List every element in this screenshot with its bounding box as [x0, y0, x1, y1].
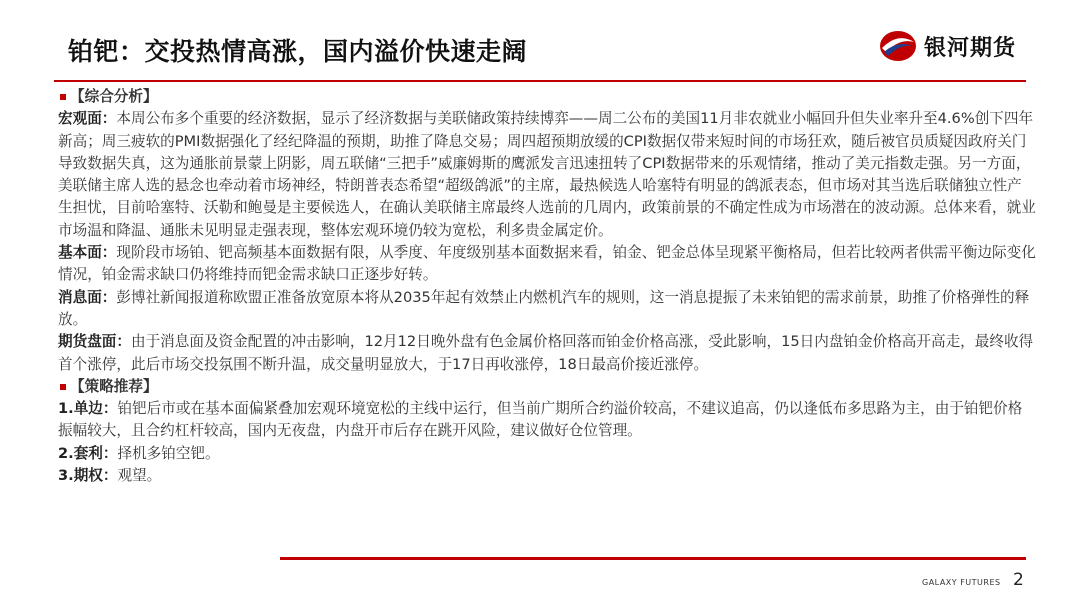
- bullet-square-icon: [60, 384, 66, 390]
- fundamental-paragraph: [58, 242, 1036, 287]
- option-label: 3.期权：: [58, 467, 118, 485]
- option-paragraph: [58, 465, 1036, 487]
- analysis-section-header: [58, 86, 1036, 108]
- header-divider: [54, 80, 1026, 82]
- news-text: 彭博社新闻报道称欧盟正准备放宽原本将从2035年起有效禁止内燃机汽车的规则，这一消息提振了未来铂钯的需求前景，助推了价格弹性的释放。: [58, 288, 1030, 328]
- content-body: [58, 86, 1036, 487]
- macro-paragraph: [58, 108, 1036, 242]
- analysis-title: 【综合分析】: [70, 88, 158, 105]
- fundamental-label: 基本面：: [58, 244, 117, 262]
- arbitrage-label: 2.套利：: [58, 444, 118, 462]
- fundamental-text: 现阶段市场铂、钯高频基本面数据有限，从季度、年度级别基本面数据来看，铂金、钯金总体呈现紧平衡格局，但若比较两者供需平衡边际变化情况，铂金需求缺口仍将维持而钯金需求缺口正逐步好转。: [58, 244, 1036, 284]
- arbitrage-text: 择机多铂空钯。: [117, 444, 220, 462]
- single-paragraph: [58, 398, 1036, 443]
- news-paragraph: [58, 287, 1036, 332]
- futures-text: 由于消息面及资金配置的冲击影响，12月12日晚外盘有色金属价格回落而铂金价格高涨，受此影响，15日内盘铂金价格高开高走，最终收得首个涨停，此后市场交投氛围不断升温，成交量明显放大，于17日再收涨停，18日最高价接近涨停。: [58, 333, 1034, 373]
- single-label: 1.单边：: [58, 400, 118, 418]
- futures-label: 期货盘面：: [58, 333, 131, 351]
- strategy-title: 【策略推荐】: [70, 377, 158, 395]
- footer-divider: [280, 557, 1026, 560]
- company-logo: [878, 28, 1016, 64]
- page-number: 2: [1013, 570, 1024, 590]
- page-title: 铂钯：交投热情高涨，国内溢价快速走阔: [68, 37, 528, 66]
- option-text: 观望。: [117, 467, 162, 485]
- arbitrage-paragraph: [58, 443, 1036, 465]
- logo-text: 银河期货: [924, 35, 1017, 61]
- macro-text: 本周公布多个重要的经济数据，显示了经济数据与美联储政策持续博弈——周二公布的美国11月非农就业小幅回升但失业率升至4.6%创下四年新高；周三疲软的PMI数据强化了经纪降温的预期，助推了降息交易；周四超预期放缓的CPI数据仅带来短时间的市场狂欢，随后被官员质疑因政府关门导致数据失真，这为通胀前景蒙上阴影，周五联储“三把手”威廉姆斯的鹰派发言迅速扭转了CPI数据带来的乐观情绪，推动了美元指数走强。另一方面，美联储主席人选的悬念也牵动着市场神经，特朗普表态希望“超级鸽派”的主席，最热候选人哈塞特有明显的鸽派表态，但市场对其当选后联储独立性产生担忧，目前哈塞特、沃勒和鲍曼是主要候选人，在确认美联储主席最终人选前的几周内，政策前景的不确定性成为市场潜在的波动源。总体来看，就业市场温和降温、通胀未见明显走强表现，整体宏观环境仍较为宽松，利多贵金属定价。: [58, 110, 1036, 239]
- futures-paragraph: [58, 331, 1036, 376]
- macro-label: 宏观面：: [58, 110, 117, 128]
- news-label: 消息面：: [58, 288, 117, 306]
- bullet-square-icon: [60, 94, 66, 100]
- single-text: 铂钯后市或在基本面偏紧叠加宏观环境宽松的主线中运行，但当前广期所合约溢价较高，不建议追高，仍以逢低布多思路为主，由于铂钯价格振幅较大，且合约杠杆较高，国内无夜盘，内盘开市后存在跳开风险，建议做好仓位管理。: [58, 400, 1023, 440]
- strategy-section-header: [58, 376, 1036, 398]
- galaxy-logo-icon: [878, 28, 918, 64]
- footer-company: GALAXY FUTURES: [922, 578, 1001, 587]
